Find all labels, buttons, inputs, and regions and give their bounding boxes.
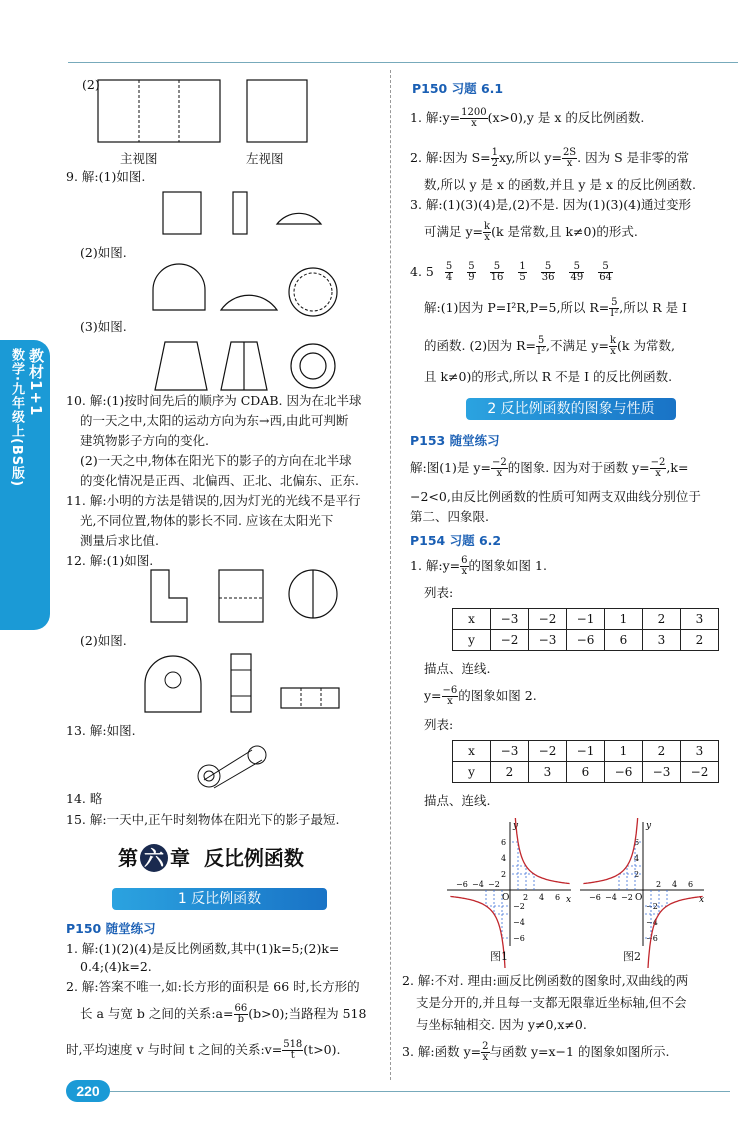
q13-figure xyxy=(190,742,280,790)
hyperbola-branch xyxy=(583,818,638,884)
fraction xyxy=(460,556,468,577)
fraction xyxy=(650,458,667,479)
y-tick-label: −2 xyxy=(646,902,658,911)
r2-text: . 因为 S 是非零的常 xyxy=(577,150,690,165)
x-tick-label: 4 xyxy=(672,880,678,889)
u2-line2: 支是分开的,并且每一支都无限靠近坐标轴,但不会 xyxy=(416,995,687,1010)
a2-text: (b>0);当路程为 518 xyxy=(248,1006,367,1021)
table-cell: −2 xyxy=(491,630,529,651)
r4-line4: 且 k≠0)的形式,所以 R 不是 I 的反比例函数. xyxy=(424,369,673,384)
column-divider xyxy=(390,70,391,1080)
fraction xyxy=(562,148,577,169)
a2-text: (t>0). xyxy=(303,1042,341,1057)
y-tick-label: 2 xyxy=(501,870,507,879)
y-tick-label: −6 xyxy=(646,934,658,943)
r2-text: xy,所以 y= xyxy=(499,150,562,165)
numerator: k xyxy=(484,221,491,232)
y-tick-label: 4 xyxy=(501,854,507,863)
u2-line3: 与坐标轴相交. 因为 y≠0,x≠0. xyxy=(416,1017,587,1032)
x-tick-label: 2 xyxy=(656,880,662,889)
p154-heading: P154 习题 6.2 xyxy=(410,533,502,548)
x-tick-label: −4 xyxy=(605,893,617,902)
value-table-2 xyxy=(452,740,719,783)
numerator: −6 xyxy=(442,685,458,696)
r4-values xyxy=(410,262,620,283)
origin-label: O xyxy=(635,893,643,903)
table-cell: 2 xyxy=(643,609,681,630)
origin-label: O xyxy=(502,893,510,903)
s1-line2: −2<0,由反比例函数的性质可知两支双曲线分别位于 xyxy=(410,489,701,504)
q9-figure-2 xyxy=(125,262,345,322)
q14-answer: 14. 略 xyxy=(66,791,103,806)
y-tick-label: 4 xyxy=(634,854,640,863)
denominator: x xyxy=(471,118,477,129)
s1-line3: 第二、四象限. xyxy=(410,509,489,524)
denominator: t xyxy=(290,1050,295,1061)
q10-line5: 的变化情况是正西、北偏西、正北、北偏东、正东. xyxy=(80,473,359,488)
table-cell: 3 xyxy=(643,630,681,651)
r4-fraction xyxy=(569,262,584,283)
side-label: 教材1+1 xyxy=(27,348,45,417)
a2-line3 xyxy=(66,1040,340,1061)
denominator: 2 xyxy=(491,158,498,169)
numerator: 5 xyxy=(537,335,545,346)
top-rule xyxy=(68,62,738,63)
y-axis-label: y xyxy=(513,821,519,831)
x-tick-label: −4 xyxy=(472,880,484,889)
denominator: x xyxy=(566,158,573,169)
q9-part2: (2)如图. xyxy=(80,245,127,260)
r3-text: (k 是常数,且 k≠0)的形式. xyxy=(491,224,638,239)
table-cell: −6 xyxy=(567,630,605,651)
q12-figure-1 xyxy=(125,562,345,630)
table-cell: −2 xyxy=(529,741,567,762)
denominator: x xyxy=(496,468,503,479)
numerator: 5 xyxy=(541,262,556,273)
u3-text: 3. 解:函数 y= xyxy=(402,1044,482,1059)
t2-text: 的图象如图 2. xyxy=(458,688,537,703)
numerator: 6 xyxy=(461,555,468,566)
q10-line1: 10. 解:(1)按时间先后的顺序为 CDAB. 因为在北半球 xyxy=(66,393,362,408)
fraction xyxy=(483,222,491,243)
fraction xyxy=(282,1040,303,1061)
numerator: 1200 xyxy=(461,107,487,118)
q13-answer: 13. 解:如图. xyxy=(66,723,136,738)
r4-text: ,不满足 y= xyxy=(545,338,609,353)
r2-text: 2. 解:因为 S= xyxy=(410,150,491,165)
guide-line xyxy=(619,874,643,890)
a2-text: 长 a 与宽 b 之间的关系:a= xyxy=(80,1006,234,1021)
fraction xyxy=(481,1042,489,1063)
s1-line1 xyxy=(410,458,688,479)
chapter-title xyxy=(118,843,304,873)
y-tick-label: 6 xyxy=(501,838,507,847)
r4-line3 xyxy=(424,336,675,357)
q10-line4: (2)一天之中,物体在阳光下的影子的方向在北半球 xyxy=(80,453,352,468)
x-tick-label: −2 xyxy=(488,880,500,889)
y-tick-label: −4 xyxy=(646,918,658,927)
table-cell: −1 xyxy=(567,741,605,762)
u3-answer xyxy=(402,1042,669,1063)
t2-text: y= xyxy=(424,688,442,703)
numerator: k xyxy=(609,335,617,346)
fraction xyxy=(442,686,459,707)
u2-line1: 2. 解:不对. 理由:画反比例函数的图象时,双曲线的两 xyxy=(402,973,689,988)
r2-line2: 数,所以 y 是 x 的函数,并且 y 是 x 的反比例函数. xyxy=(424,177,696,192)
plot-label-2: 描点、连线. xyxy=(424,793,491,808)
denominator: 4 xyxy=(445,272,453,283)
q9-part3: (3)如图. xyxy=(80,319,127,334)
table-cell: 3 xyxy=(681,741,719,762)
r1-text: (x>0),y 是 x 的反比例函数. xyxy=(487,110,645,125)
side-subject: 数学·九年级上(BS版) xyxy=(9,348,24,488)
denominator: 49 xyxy=(570,272,584,283)
q8-figure xyxy=(95,78,315,146)
r4-text: 解:(1)因为 P=I²R,P=5,所以 R= xyxy=(424,300,610,315)
chapter-suffix: 章 xyxy=(170,846,190,870)
caption-main-view: 主视图 xyxy=(120,151,158,166)
fraction xyxy=(491,458,508,479)
r4-fraction xyxy=(541,262,556,283)
q12-figure-2 xyxy=(125,650,345,716)
p150-exercise-heading: P150 习题 6.1 xyxy=(412,81,504,96)
r4-line2 xyxy=(424,298,687,319)
table-cell: 2 xyxy=(491,762,529,783)
section-1-banner: 1 反比例函数 xyxy=(112,888,327,910)
q11-line1: 11. 解:小明的方法是错误的,因为灯光的光线不是平行 xyxy=(66,493,361,508)
r4-fraction xyxy=(445,262,453,283)
numerator: 5 xyxy=(569,262,584,273)
table-cell: 6 xyxy=(605,630,643,651)
q10-line2: 的一天之中,太阳的运动方向为东→西,由此可判断 xyxy=(80,413,349,428)
r4-text: ,所以 R 是 I xyxy=(619,300,687,315)
r2-line1 xyxy=(410,148,689,169)
bottom-rule xyxy=(110,1091,730,1092)
numerator: 5 xyxy=(611,297,618,308)
denominator: x xyxy=(484,232,490,243)
x-tick-label: −6 xyxy=(589,893,601,902)
u3-text: 与函数 y=x−1 的图象如图所示. xyxy=(489,1044,670,1059)
table-cell: −2 xyxy=(681,762,719,783)
q8-part2: (2) xyxy=(82,77,100,92)
x-tick-label: 6 xyxy=(688,880,694,889)
table-cell: x xyxy=(453,741,491,762)
fraction xyxy=(609,336,617,357)
denominator: x xyxy=(610,346,616,357)
numerator: −2 xyxy=(650,457,666,468)
section-2-banner: 2 反比例函数的图象与性质 xyxy=(466,398,676,420)
denominator: 36 xyxy=(541,272,555,283)
r3-text: 可满足 y= xyxy=(424,224,484,239)
a2-line2 xyxy=(80,1004,366,1025)
a1-line2: 0.4;(4)k=2. xyxy=(80,959,152,974)
page-number: 220 xyxy=(66,1080,110,1102)
table-cell: 3 xyxy=(681,609,719,630)
table-cell: −3 xyxy=(529,630,567,651)
r3-line1: 3. 解:(1)(3)(4)是,(2)不是. 因为(1)(3)(4)通过变形 xyxy=(410,197,691,212)
numerator: 5 xyxy=(490,262,505,273)
numerator: 518 xyxy=(283,1039,303,1050)
guide-line xyxy=(510,874,534,890)
r4-fraction xyxy=(490,262,505,283)
q9-figure-1 xyxy=(125,188,335,238)
fraction xyxy=(609,298,619,319)
graph-figure-1 xyxy=(445,818,575,968)
s1-text: 的图象. 因为对于函数 y= xyxy=(507,460,650,475)
p153-heading: P153 随堂练习 xyxy=(410,433,500,448)
fraction xyxy=(460,108,487,129)
numerator: 2 xyxy=(482,1041,489,1052)
p150-practice-heading: P150 随堂练习 xyxy=(66,921,156,936)
r1-text: 1. 解:y= xyxy=(410,110,461,125)
denominator: b xyxy=(237,1014,245,1025)
q9-answer: 9. 解:(1)如图. xyxy=(66,169,146,184)
value-table-1 xyxy=(452,608,719,651)
a2-text: 时,平均速度 v 与时间 t 之间的关系:v= xyxy=(66,1042,283,1057)
denominator: x xyxy=(461,566,468,577)
q15-answer: 15. 解:一天中,正午时刻物体在阳光下的影子最短. xyxy=(66,812,340,827)
table-cell: 1 xyxy=(605,609,643,630)
r4-fractions xyxy=(438,261,620,283)
r4-text: (k 为常数, xyxy=(617,338,675,353)
q10-line3: 建筑物影子方向的变化. xyxy=(80,433,209,448)
s1-text: ,k= xyxy=(666,460,689,475)
numerator: −2 xyxy=(491,457,507,468)
y-axis-label: y xyxy=(646,821,652,831)
numerator: 2S xyxy=(562,147,577,158)
q11-line2: 光,不同位置,物体的影长不同. 应该在太阳光下 xyxy=(80,513,334,528)
x-axis-label: x xyxy=(566,895,572,905)
table-row xyxy=(453,741,719,762)
table-row xyxy=(453,762,719,783)
a1-line1: 1. 解:(1)(2)(4)是反比例函数,其中(1)k=5;(2)k= xyxy=(66,941,340,956)
x-tick-label: 4 xyxy=(539,893,545,902)
numerator: 1 xyxy=(519,261,526,272)
numerator: 1 xyxy=(491,147,498,158)
fraction xyxy=(536,336,546,357)
t1-answer xyxy=(410,556,547,577)
table-cell: −3 xyxy=(491,609,529,630)
y-tick-label: −4 xyxy=(513,918,525,927)
r3-line2 xyxy=(424,222,638,243)
numerator: 5 xyxy=(468,261,475,272)
y-tick-label: 6 xyxy=(634,838,640,847)
x-tick-label: −6 xyxy=(456,880,468,889)
table-cell: 2 xyxy=(681,630,719,651)
r1-answer xyxy=(410,108,644,129)
r4-first: 5 xyxy=(425,264,434,279)
numerator: 66 xyxy=(234,1003,248,1014)
numerator: 5 xyxy=(445,261,453,272)
r4-text: 的函数. (2)因为 R= xyxy=(424,338,537,353)
denominator: I² xyxy=(537,346,545,357)
table-cell: −3 xyxy=(491,741,529,762)
denominator: 64 xyxy=(599,272,612,283)
denominator: I² xyxy=(610,308,619,319)
table-cell: −6 xyxy=(605,762,643,783)
r4-label: 4. xyxy=(410,264,422,279)
fig2-caption: 图2 xyxy=(623,950,641,963)
table-cell: −2 xyxy=(529,609,567,630)
fraction xyxy=(491,148,499,169)
table-cell: y xyxy=(453,762,491,783)
r4-fraction xyxy=(518,262,526,283)
chapter-name: 反比例函数 xyxy=(203,846,304,870)
y-tick-label: −2 xyxy=(513,902,525,911)
s1-text: 解:图(1)是 y= xyxy=(410,460,491,475)
list-label-1: 列表: xyxy=(424,585,454,600)
table-cell: −3 xyxy=(643,762,681,783)
table-cell: y xyxy=(453,630,491,651)
denominator: 16 xyxy=(490,272,504,283)
t1-text: 的图象如图 1. xyxy=(468,558,547,573)
t2-answer xyxy=(424,686,537,707)
table-cell: 3 xyxy=(529,762,567,783)
table-cell: 2 xyxy=(643,741,681,762)
x-tick-label: 2 xyxy=(523,893,529,902)
a2-line1: 2. 解:答案不唯一,如:长方形的面积是 66 时,长方形的 xyxy=(66,979,360,994)
y-tick-label: −6 xyxy=(513,934,525,943)
denominator: x xyxy=(482,1052,489,1063)
chapter-number: 六 xyxy=(140,844,168,872)
numerator: 5 xyxy=(598,262,613,273)
fraction xyxy=(234,1004,249,1025)
t1-text: 1. 解:y= xyxy=(410,558,461,573)
caption-left-view: 左视图 xyxy=(246,151,284,166)
q12-answer: 12. 解:(1)如图. xyxy=(66,553,154,568)
q12-part2: (2)如图. xyxy=(80,633,127,648)
table-cell: 1 xyxy=(605,741,643,762)
y-tick-label: 2 xyxy=(634,870,640,879)
q9-figure-3 xyxy=(125,334,345,396)
fig1-caption: 图1 xyxy=(490,950,508,963)
table-row xyxy=(453,630,719,651)
x-axis-label: x xyxy=(699,895,705,905)
side-tab xyxy=(0,340,50,630)
chapter-prefix: 第 xyxy=(118,846,138,870)
q11-line3: 测量后求比值. xyxy=(80,533,159,548)
denominator: 5 xyxy=(519,272,526,283)
table-cell: x xyxy=(453,609,491,630)
x-tick-label: 6 xyxy=(555,893,561,902)
denominator: x xyxy=(447,696,453,707)
r4-fraction xyxy=(467,262,475,283)
plot-label-1: 描点、连线. xyxy=(424,661,491,676)
table-cell: −1 xyxy=(567,609,605,630)
hyperbola-branch xyxy=(514,818,569,884)
denominator: x xyxy=(655,468,661,479)
list-label-2: 列表: xyxy=(424,717,454,732)
table-row xyxy=(453,609,719,630)
denominator: 9 xyxy=(468,272,475,283)
x-tick-label: −2 xyxy=(621,893,633,902)
r4-fraction xyxy=(598,262,613,283)
table-cell: 6 xyxy=(567,762,605,783)
graph-figure-2 xyxy=(578,818,708,968)
